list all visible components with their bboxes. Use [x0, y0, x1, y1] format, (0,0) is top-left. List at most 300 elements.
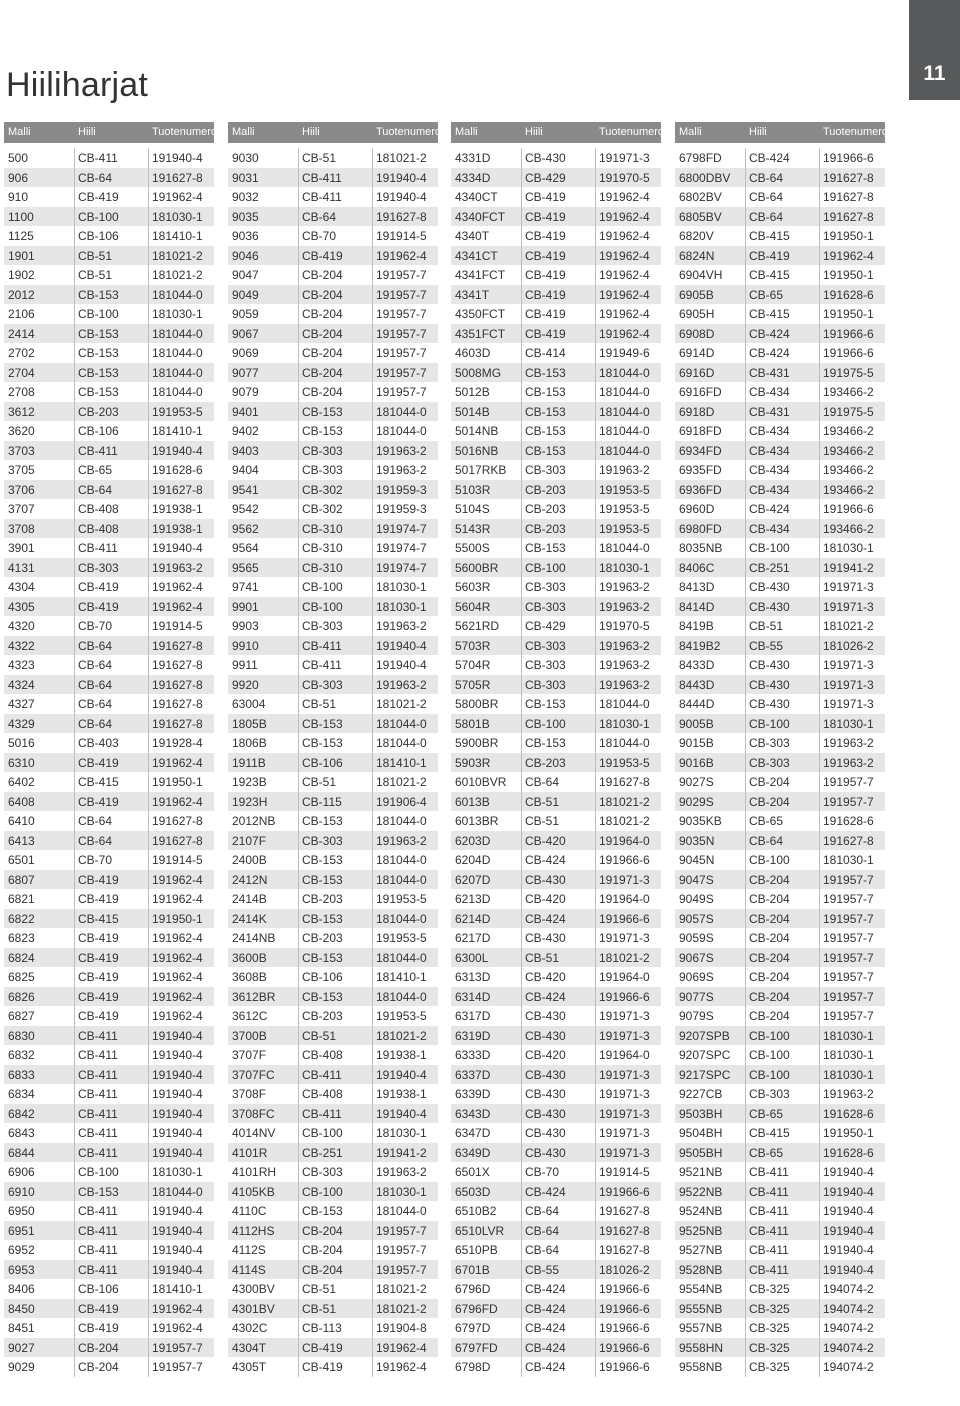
brush-cell: CB-419	[78, 1301, 119, 1316]
product-number-cell: 191966-6	[823, 346, 874, 360]
table-row	[451, 577, 661, 597]
model-cell: 5016NB	[455, 443, 499, 458]
table-row	[4, 1338, 214, 1358]
brush-cell: CB-153	[525, 736, 566, 750]
model-cell: 9046	[232, 248, 259, 263]
brush-cell: CB-411	[302, 170, 342, 185]
brush-cell: CB-434	[749, 482, 790, 497]
product-number-cell: 191938-1	[376, 1087, 427, 1101]
product-number-cell: 191963-2	[599, 677, 650, 692]
brush-cell: CB-65	[749, 1106, 784, 1121]
brush-cell: CB-408	[78, 502, 119, 516]
model-cell: 9402	[232, 424, 259, 438]
model-cell: 9504BH	[679, 1126, 723, 1140]
brush-cell: CB-204	[302, 385, 343, 399]
page-number: 11	[923, 62, 946, 85]
product-number-cell: 191627-8	[376, 209, 427, 224]
table-row	[451, 382, 661, 402]
table-row	[451, 363, 661, 383]
model-cell: 6824N	[679, 248, 715, 263]
product-number-cell: 181044-0	[599, 443, 650, 458]
product-number-cell: 191971-3	[599, 931, 650, 945]
model-cell: 6980FD	[679, 521, 722, 536]
table-row	[451, 1201, 661, 1221]
model-cell: 9005B	[679, 716, 714, 731]
model-cell: 2412N	[232, 872, 268, 887]
model-cell: 6503D	[455, 1184, 491, 1199]
product-number-cell: 191963-2	[599, 599, 650, 614]
model-cell: 6936FD	[679, 482, 722, 497]
table-row	[4, 909, 214, 929]
brush-cell: CB-204	[749, 794, 790, 809]
model-cell: 6918FD	[679, 424, 722, 438]
brush-cell: CB-325	[749, 1321, 790, 1335]
model-cell: 4101R	[232, 1145, 268, 1160]
table-column-1	[4, 122, 218, 1377]
table-row	[4, 1162, 214, 1182]
product-number-cell: 191971-3	[599, 1009, 650, 1023]
table-row	[675, 1318, 885, 1338]
table-row	[675, 207, 885, 227]
product-number-cell: 191971-3	[599, 1067, 650, 1082]
brush-cell: CB-153	[78, 326, 119, 341]
model-cell: 1911B	[232, 755, 266, 770]
model-cell: 3600B	[232, 950, 267, 965]
model-cell: 9207SPB	[679, 1028, 730, 1043]
brush-cell: CB-100	[525, 716, 566, 731]
product-number-cell: 191957-7	[376, 365, 427, 380]
product-number-cell: 191914-5	[152, 619, 203, 633]
table-row	[4, 1143, 214, 1163]
product-number-cell: 191957-7	[823, 775, 874, 789]
model-cell: 9067	[232, 326, 259, 341]
product-number-cell: 181021-2	[376, 775, 427, 789]
product-number-cell: 181021-2	[599, 950, 650, 965]
brush-cell: CB-434	[749, 443, 790, 458]
brush-cell: CB-419	[749, 248, 790, 263]
product-number-cell: 191949-6	[599, 346, 650, 360]
product-number-cell: 181044-0	[599, 541, 650, 555]
brush-cell: CB-424	[749, 151, 790, 165]
table-row	[451, 655, 661, 675]
table-row	[228, 1143, 438, 1163]
table-row	[675, 870, 885, 890]
product-number-cell: 191957-7	[376, 1243, 427, 1257]
model-cell: 6916D	[679, 365, 715, 380]
table-row	[675, 246, 885, 266]
brush-cell: CB-419	[525, 229, 566, 243]
model-cell: 4014NV	[232, 1126, 276, 1140]
brush-cell: CB-411	[78, 443, 118, 458]
model-cell: 6313D	[455, 970, 491, 984]
table-row	[451, 889, 661, 909]
table-row	[4, 441, 214, 461]
table-row	[228, 441, 438, 461]
product-number-cell: 191950-1	[823, 307, 874, 321]
product-number-cell: 181044-0	[152, 385, 203, 399]
model-cell: 6013B	[455, 794, 490, 809]
table-row	[228, 1104, 438, 1124]
model-cell: 9217SPC	[679, 1067, 731, 1082]
model-cell: 6826	[8, 989, 35, 1004]
product-number-cell: 181030-1	[823, 1048, 874, 1062]
model-cell: 6347D	[455, 1126, 491, 1140]
brush-cell: CB-411	[78, 541, 118, 555]
table-row	[675, 792, 885, 812]
table-row	[451, 1338, 661, 1358]
product-number-cell: 191971-3	[599, 1145, 650, 1160]
brush-cell: CB-100	[302, 599, 343, 614]
model-cell: 9503BH	[679, 1106, 723, 1121]
product-number-cell: 191962-4	[599, 326, 650, 341]
brush-cell: CB-419	[78, 794, 119, 809]
model-cell: 5600BR	[455, 560, 499, 575]
model-cell: 1125	[8, 229, 34, 243]
table-row	[4, 480, 214, 500]
brush-cell: CB-430	[525, 1106, 566, 1121]
brush-cell: CB-153	[302, 989, 343, 1004]
brush-cell: CB-303	[302, 833, 343, 848]
table-body	[451, 148, 661, 1377]
table-row	[228, 987, 438, 1007]
brush-cell: CB-430	[749, 697, 790, 711]
product-number-cell: 191957-7	[823, 794, 874, 809]
model-cell: 4320	[8, 619, 35, 633]
brush-cell: CB-419	[78, 580, 119, 594]
model-cell: 9558NB	[679, 1360, 723, 1374]
table-row	[451, 1221, 661, 1241]
model-cell: 9557NB	[679, 1321, 723, 1335]
product-number-cell: 181021-2	[152, 248, 203, 263]
brush-cell: CB-64	[749, 833, 784, 848]
brush-cell: CB-64	[78, 658, 113, 672]
brush-cell: CB-64	[302, 209, 337, 224]
product-number-cell: 191627-8	[152, 677, 203, 692]
model-cell: 8450	[8, 1301, 35, 1316]
brush-cell: CB-302	[302, 482, 343, 497]
product-number-cell: 191971-3	[823, 580, 874, 594]
product-number-cell: 181044-0	[152, 1184, 203, 1199]
brush-cell: CB-100	[525, 560, 566, 575]
model-cell: 2414K	[232, 911, 267, 926]
table-row	[451, 675, 661, 695]
product-number-cell: 191957-7	[376, 287, 427, 302]
product-number-cell: 191940-4	[152, 1262, 203, 1277]
table-row	[451, 948, 661, 968]
table-row	[451, 1240, 661, 1260]
brush-cell: CB-419	[78, 1009, 119, 1023]
brush-cell: CB-420	[525, 833, 566, 848]
table-row	[675, 616, 885, 636]
product-number-cell: 191953-5	[376, 892, 427, 906]
model-cell: 9558HN	[679, 1340, 724, 1355]
brush-cell: CB-106	[78, 1282, 119, 1296]
product-number-cell: 191628-6	[152, 463, 203, 477]
table-body	[228, 148, 438, 1377]
brush-cell: CB-434	[749, 463, 790, 477]
product-number-cell: 181044-0	[376, 1204, 427, 1218]
brush-cell: CB-419	[525, 248, 566, 263]
model-cell: 3612C	[232, 1009, 268, 1023]
table-row	[4, 226, 214, 246]
brush-cell: CB-204	[302, 307, 343, 321]
product-number-cell: 191627-8	[152, 697, 203, 711]
brush-cell: CB-434	[749, 385, 790, 399]
table-row	[4, 1006, 214, 1026]
brush-cell: CB-303	[302, 1165, 343, 1179]
model-cell: 9524NB	[679, 1204, 723, 1218]
model-cell: 6905B	[679, 287, 714, 302]
product-number-cell: 191962-4	[152, 970, 203, 984]
product-number-cell: 191627-8	[152, 658, 203, 672]
brush-cell: CB-429	[525, 170, 566, 185]
model-cell: 500	[8, 151, 29, 165]
table-row	[675, 597, 885, 617]
brush-cell: CB-64	[78, 697, 113, 711]
brush-cell: CB-424	[525, 1360, 566, 1374]
product-number-cell: 191957-7	[376, 346, 427, 360]
product-number-cell: 191628-6	[823, 1106, 874, 1121]
product-number-cell: 181410-1	[152, 424, 203, 438]
table-row	[4, 538, 214, 558]
table-row	[675, 1338, 885, 1358]
model-cell: 5104S	[455, 502, 490, 516]
brush-cell: CB-411	[78, 151, 118, 165]
brush-cell: CB-64	[525, 775, 560, 789]
table-row	[228, 460, 438, 480]
brush-cell: CB-65	[749, 287, 784, 302]
product-number-cell: 191940-4	[823, 1204, 874, 1218]
table-row	[4, 753, 214, 773]
model-cell: 6310	[8, 755, 35, 770]
product-number-cell: 191627-8	[152, 814, 203, 828]
table-row	[675, 363, 885, 383]
header-brush: Hiili	[78, 126, 96, 138]
brush-cell: CB-419	[78, 872, 119, 887]
product-number-cell: 191964-0	[599, 892, 650, 906]
table-row	[4, 187, 214, 207]
product-number-cell: 191966-6	[599, 1301, 650, 1316]
table-row	[228, 792, 438, 812]
product-number-cell: 191966-6	[599, 853, 650, 867]
product-number-cell: 191966-6	[823, 151, 874, 165]
brush-cell: CB-430	[525, 1067, 566, 1082]
product-number-cell: 191627-8	[823, 190, 874, 204]
model-cell: 6833	[8, 1067, 35, 1082]
brush-cell: CB-64	[78, 482, 113, 497]
model-cell: 6207D	[455, 872, 491, 887]
brush-cell: CB-106	[302, 755, 343, 770]
brush-cell: CB-204	[749, 989, 790, 1004]
table-row	[228, 1182, 438, 1202]
model-cell: 4112HS	[232, 1223, 275, 1238]
product-number-cell: 191957-7	[823, 970, 874, 984]
model-cell: 910	[8, 190, 29, 204]
product-number-cell: 191628-6	[823, 814, 874, 828]
brush-cell: CB-325	[749, 1340, 790, 1355]
brush-cell: CB-430	[749, 599, 790, 614]
product-number-cell: 191971-3	[823, 658, 874, 672]
model-cell: 9541	[232, 482, 259, 497]
table-row	[451, 987, 661, 1007]
product-number-cell: 191957-7	[823, 1009, 874, 1023]
model-cell: 9059S	[679, 931, 714, 945]
header-product: Tuotenumero	[823, 126, 889, 138]
model-cell: 3700B	[232, 1028, 267, 1043]
brush-cell: CB-55	[749, 638, 784, 653]
table-row	[675, 1357, 885, 1377]
model-cell: 9035KB	[679, 814, 722, 828]
table-row	[228, 714, 438, 734]
brush-cell: CB-100	[749, 541, 790, 555]
table-row	[228, 421, 438, 441]
brush-cell: CB-419	[525, 268, 566, 282]
product-number-cell: 191953-5	[599, 521, 650, 536]
brush-cell: CB-424	[525, 1184, 566, 1199]
product-number-cell: 181044-0	[152, 326, 203, 341]
model-cell: 6825	[8, 970, 35, 984]
table-row	[451, 1006, 661, 1026]
model-cell: 9036	[232, 229, 259, 243]
table-row	[228, 324, 438, 344]
brush-cell: CB-411	[78, 1048, 118, 1062]
product-number-cell: 191906-4	[376, 794, 427, 809]
brush-cell: CB-431	[749, 404, 790, 419]
brush-cell: CB-51	[78, 268, 113, 282]
brush-cell: CB-203	[302, 931, 343, 945]
product-number-cell: 191928-4	[152, 736, 203, 750]
table-row	[675, 694, 885, 714]
brush-cell: CB-153	[302, 1204, 343, 1218]
table-row	[675, 636, 885, 656]
product-number-cell: 191975-5	[823, 404, 874, 419]
model-cell: 2012	[8, 287, 35, 302]
brush-cell: CB-204	[749, 911, 790, 926]
model-cell: 6510LVR	[455, 1223, 505, 1238]
table-row	[4, 1123, 214, 1143]
table-row	[451, 499, 661, 519]
brush-cell: CB-303	[302, 463, 343, 477]
product-number-cell: 191627-8	[823, 209, 874, 224]
table-row	[228, 1357, 438, 1377]
column-divider	[298, 148, 299, 1377]
brush-cell: CB-430	[525, 151, 566, 165]
table-row	[228, 207, 438, 227]
product-number-cell: 191957-7	[376, 307, 427, 321]
header-model: Malli	[8, 126, 31, 138]
model-cell: 1923B	[232, 775, 267, 789]
product-number-cell: 191963-2	[599, 580, 650, 594]
product-number-cell: 181030-1	[823, 1067, 874, 1082]
model-cell: 8406	[8, 1282, 35, 1296]
model-cell: 9522NB	[679, 1184, 723, 1199]
table-row	[451, 460, 661, 480]
model-cell: 3703	[8, 443, 35, 458]
product-number-cell: 191914-5	[152, 853, 203, 867]
product-number-cell: 191950-1	[823, 1126, 874, 1140]
table-row	[228, 1240, 438, 1260]
brush-cell: CB-153	[302, 716, 343, 731]
model-cell: 9029S	[679, 794, 714, 809]
model-cell: 5703R	[455, 638, 491, 653]
table-row	[4, 1104, 214, 1124]
model-cell: 6413	[8, 833, 35, 848]
model-cell: 6914D	[679, 346, 715, 360]
table-row	[451, 772, 661, 792]
product-number-cell: 181021-2	[599, 794, 650, 809]
product-number-cell: 191627-8	[152, 170, 203, 185]
brush-cell: CB-51	[302, 1028, 337, 1043]
table-row	[228, 538, 438, 558]
product-number-cell: 191953-5	[599, 482, 650, 497]
table-row	[451, 421, 661, 441]
model-cell: 5008MG	[455, 365, 502, 380]
table-row	[4, 597, 214, 617]
product-number-cell: 181030-1	[823, 541, 874, 555]
brush-cell: CB-204	[749, 892, 790, 906]
model-cell: 3608B	[232, 970, 267, 984]
product-number-cell: 191962-4	[152, 599, 203, 614]
table-row	[228, 363, 438, 383]
table-row	[4, 1084, 214, 1104]
model-cell: 4131	[8, 560, 35, 575]
product-number-cell: 191962-4	[152, 892, 203, 906]
model-cell: 6823	[8, 931, 35, 945]
brush-cell: CB-153	[302, 872, 343, 887]
header-product: Tuotenumero	[599, 126, 665, 138]
table-row	[228, 948, 438, 968]
table-row	[4, 792, 214, 812]
brush-cell: CB-419	[78, 931, 119, 945]
table-row	[228, 577, 438, 597]
product-number-cell: 191940-4	[152, 1048, 203, 1062]
model-cell: 4329	[8, 716, 35, 731]
brush-cell: CB-411	[78, 1126, 118, 1140]
brush-cell: CB-113	[302, 1321, 342, 1335]
model-cell: 6339D	[455, 1087, 491, 1101]
model-cell: 9920	[232, 677, 259, 692]
model-cell: 9528NB	[679, 1262, 723, 1277]
model-cell: 9521NB	[679, 1165, 723, 1179]
model-cell: 5704R	[455, 658, 491, 672]
table-row	[451, 616, 661, 636]
table-body	[4, 148, 214, 1377]
product-number-cell: 181030-1	[152, 209, 203, 224]
model-cell: 6410	[8, 814, 35, 828]
brush-cell: CB-251	[302, 1145, 343, 1160]
table-row	[675, 967, 885, 987]
table-row	[675, 499, 885, 519]
model-cell: 5017RKB	[455, 463, 507, 477]
model-cell: 3707F	[232, 1048, 267, 1062]
product-number-cell: 191957-7	[376, 385, 427, 399]
model-cell: 4351FCT	[455, 326, 506, 341]
model-cell: 9079S	[679, 1009, 714, 1023]
brush-cell: CB-100	[749, 1067, 790, 1082]
product-number-cell: 191963-2	[376, 443, 427, 458]
brush-cell: CB-303	[749, 1087, 790, 1101]
brush-cell: CB-415	[749, 268, 790, 282]
product-number-cell: 191940-4	[823, 1184, 874, 1199]
model-cell: 6501X	[455, 1165, 490, 1179]
brush-cell: CB-204	[749, 872, 790, 887]
model-cell: 6821	[8, 892, 35, 906]
model-cell: 6910	[8, 1184, 35, 1199]
product-number-cell: 193466-2	[823, 521, 874, 536]
product-number-cell: 191962-4	[599, 229, 650, 243]
brush-cell: CB-310	[302, 521, 343, 536]
model-cell: 5143R	[455, 521, 491, 536]
